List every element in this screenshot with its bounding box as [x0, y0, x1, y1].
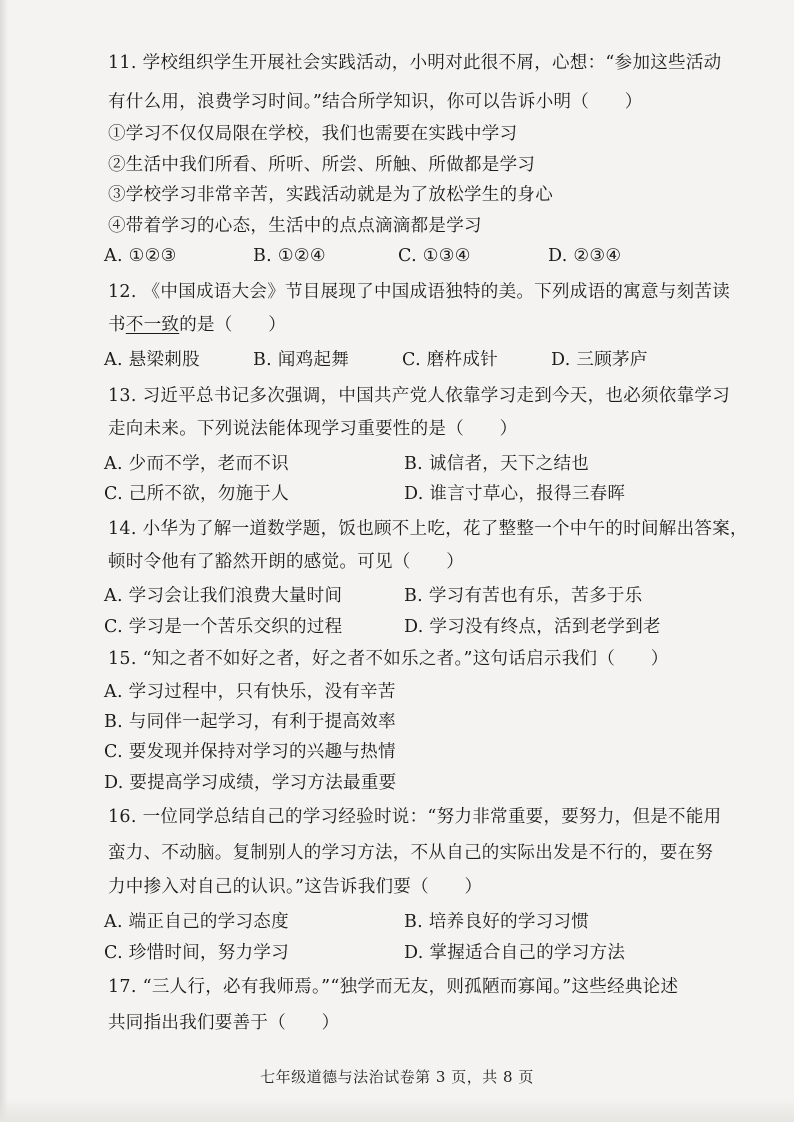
q12-underlined-keyword: 不一致: [125, 315, 180, 335]
q11-stem-line-1: 11. 学校组织学生开展社会实践活动，小明对此很不屑，心想：“参加这些活动: [108, 53, 722, 73]
q11-statement-3: ③学校学习非常辛苦，实践活动就是为了放松学生的身心: [108, 185, 553, 205]
q12-stem-line-2: [108, 314, 286, 336]
q14-option-b: B. 学习有苦也有乐，苦多于乐: [404, 586, 643, 606]
q11-option-d: D. ②③④: [548, 246, 622, 266]
q16-option-d: D. 掌握适合自己的学习方法: [404, 943, 626, 963]
q12-stem-line-1: 12. 《中国成语大会》节目展现了中国成语独特的美。下列成语的寓意与刻苦读: [108, 282, 730, 302]
q11-option-c: C. ①③④: [398, 246, 471, 266]
q13-option-b: B. 诚信者，天下之结也: [404, 454, 590, 474]
q12-option-c: C. 磨杵成针: [402, 350, 498, 370]
q17-stem-line-2: 共同指出我们要善于（ ）: [108, 1013, 340, 1033]
q16-stem-line-2: 蛮力、不动脑。复制别人的学习方法，不从自己的实际出发是不行的，要在努: [108, 843, 714, 863]
q16-option-b: B. 培养良好的学习习惯: [404, 912, 590, 932]
q13-option-d: D. 谁言寸草心，报得三春晖: [404, 484, 626, 504]
q13-option-c: C. 己所不欲，勿施于人: [104, 484, 289, 504]
q15-option-a: A. 学习过程中，只有快乐，没有辛苦: [104, 682, 396, 702]
q16-option-c: C. 珍惜时间，努力学习: [104, 943, 289, 963]
q15-stem-line-1: 15. “知之者不如好之者，好之者不如乐之者。”这句话启示我们（ ）: [108, 649, 669, 669]
q14-stem-line-2: 顿时令他有了豁然开朗的感觉。可见（ ）: [108, 552, 464, 572]
q13-stem-line-1: 13. 习近平总书记多次强调，中国共产党人依靠学习走到今天，也必须依靠学习: [108, 386, 730, 406]
q14-option-c: C. 学习是一个苦乐交织的过程: [104, 617, 343, 637]
q12-stem-suffix: 的是（ ）: [179, 315, 287, 335]
q12-option-d: D. 三顾茅庐: [551, 350, 648, 370]
q12-option-b: B. 闻鸡起舞: [253, 350, 350, 370]
q12-option-a: A. 悬梁刺股: [104, 350, 200, 370]
q14-option-a: A. 学习会让我们浪费大量时间: [104, 586, 343, 606]
q11-option-b: B. ①②④: [253, 246, 326, 266]
q15-option-d: D. 要提高学习成绩，学习方法最重要: [104, 773, 397, 793]
q11-option-a: A. ①②③: [104, 246, 177, 266]
q14-option-d: D. 学习没有终点，活到老学到老: [404, 617, 661, 637]
scan-shadow-left: [0, 0, 8, 1122]
q16-stem-line-1: 16. 一位同学总结自己的学习经验时说：“努力非常重要，要努力，但是不能用: [108, 807, 722, 827]
q14-stem-line-1: 14. 小华为了解一道数学题，饭也顾不上吃，花了整整一个中午的时间解出答案，: [108, 519, 748, 539]
q11-statement-2: ②生活中我们所看、所听、所尝、所触、所做都是学习: [108, 155, 536, 175]
q16-option-a: A. 端正自己的学习态度: [104, 912, 289, 932]
q15-option-c: C. 要发现并保持对学习的兴趣与热情: [104, 742, 396, 762]
scan-shadow-bottom: [0, 1098, 794, 1122]
q12-stem-prefix: 书: [108, 315, 126, 335]
q16-stem-line-3: 力中掺入对自己的认识。”这告诉我们要（ ）: [108, 877, 483, 897]
page-footer: 七年级道德与法治试卷第 3 页，共 8 页: [260, 1068, 534, 1086]
q13-option-a: A. 少而不学，老而不识: [104, 454, 289, 474]
q11-statement-1: ①学习不仅仅局限在学校，我们也需要在实践中学习: [108, 124, 518, 144]
q13-stem-line-2: 走向未来。下列说法能体现学习重要性的是（ ）: [108, 419, 518, 439]
q11-stem-line-2: 有什么用，浪费学习时间。”结合所学知识，你可以告诉小明（ ）: [108, 92, 643, 112]
q15-option-b: B. 与同伴一起学习，有利于提高效率: [104, 712, 396, 732]
q11-statement-4: ④带着学习的心态，生活中的点点滴滴都是学习: [108, 216, 482, 236]
q17-stem-line-1: 17. “三人行，必有我师焉。”“独学而无友，则孤陋而寡闻。”这些经典论述: [108, 977, 679, 997]
